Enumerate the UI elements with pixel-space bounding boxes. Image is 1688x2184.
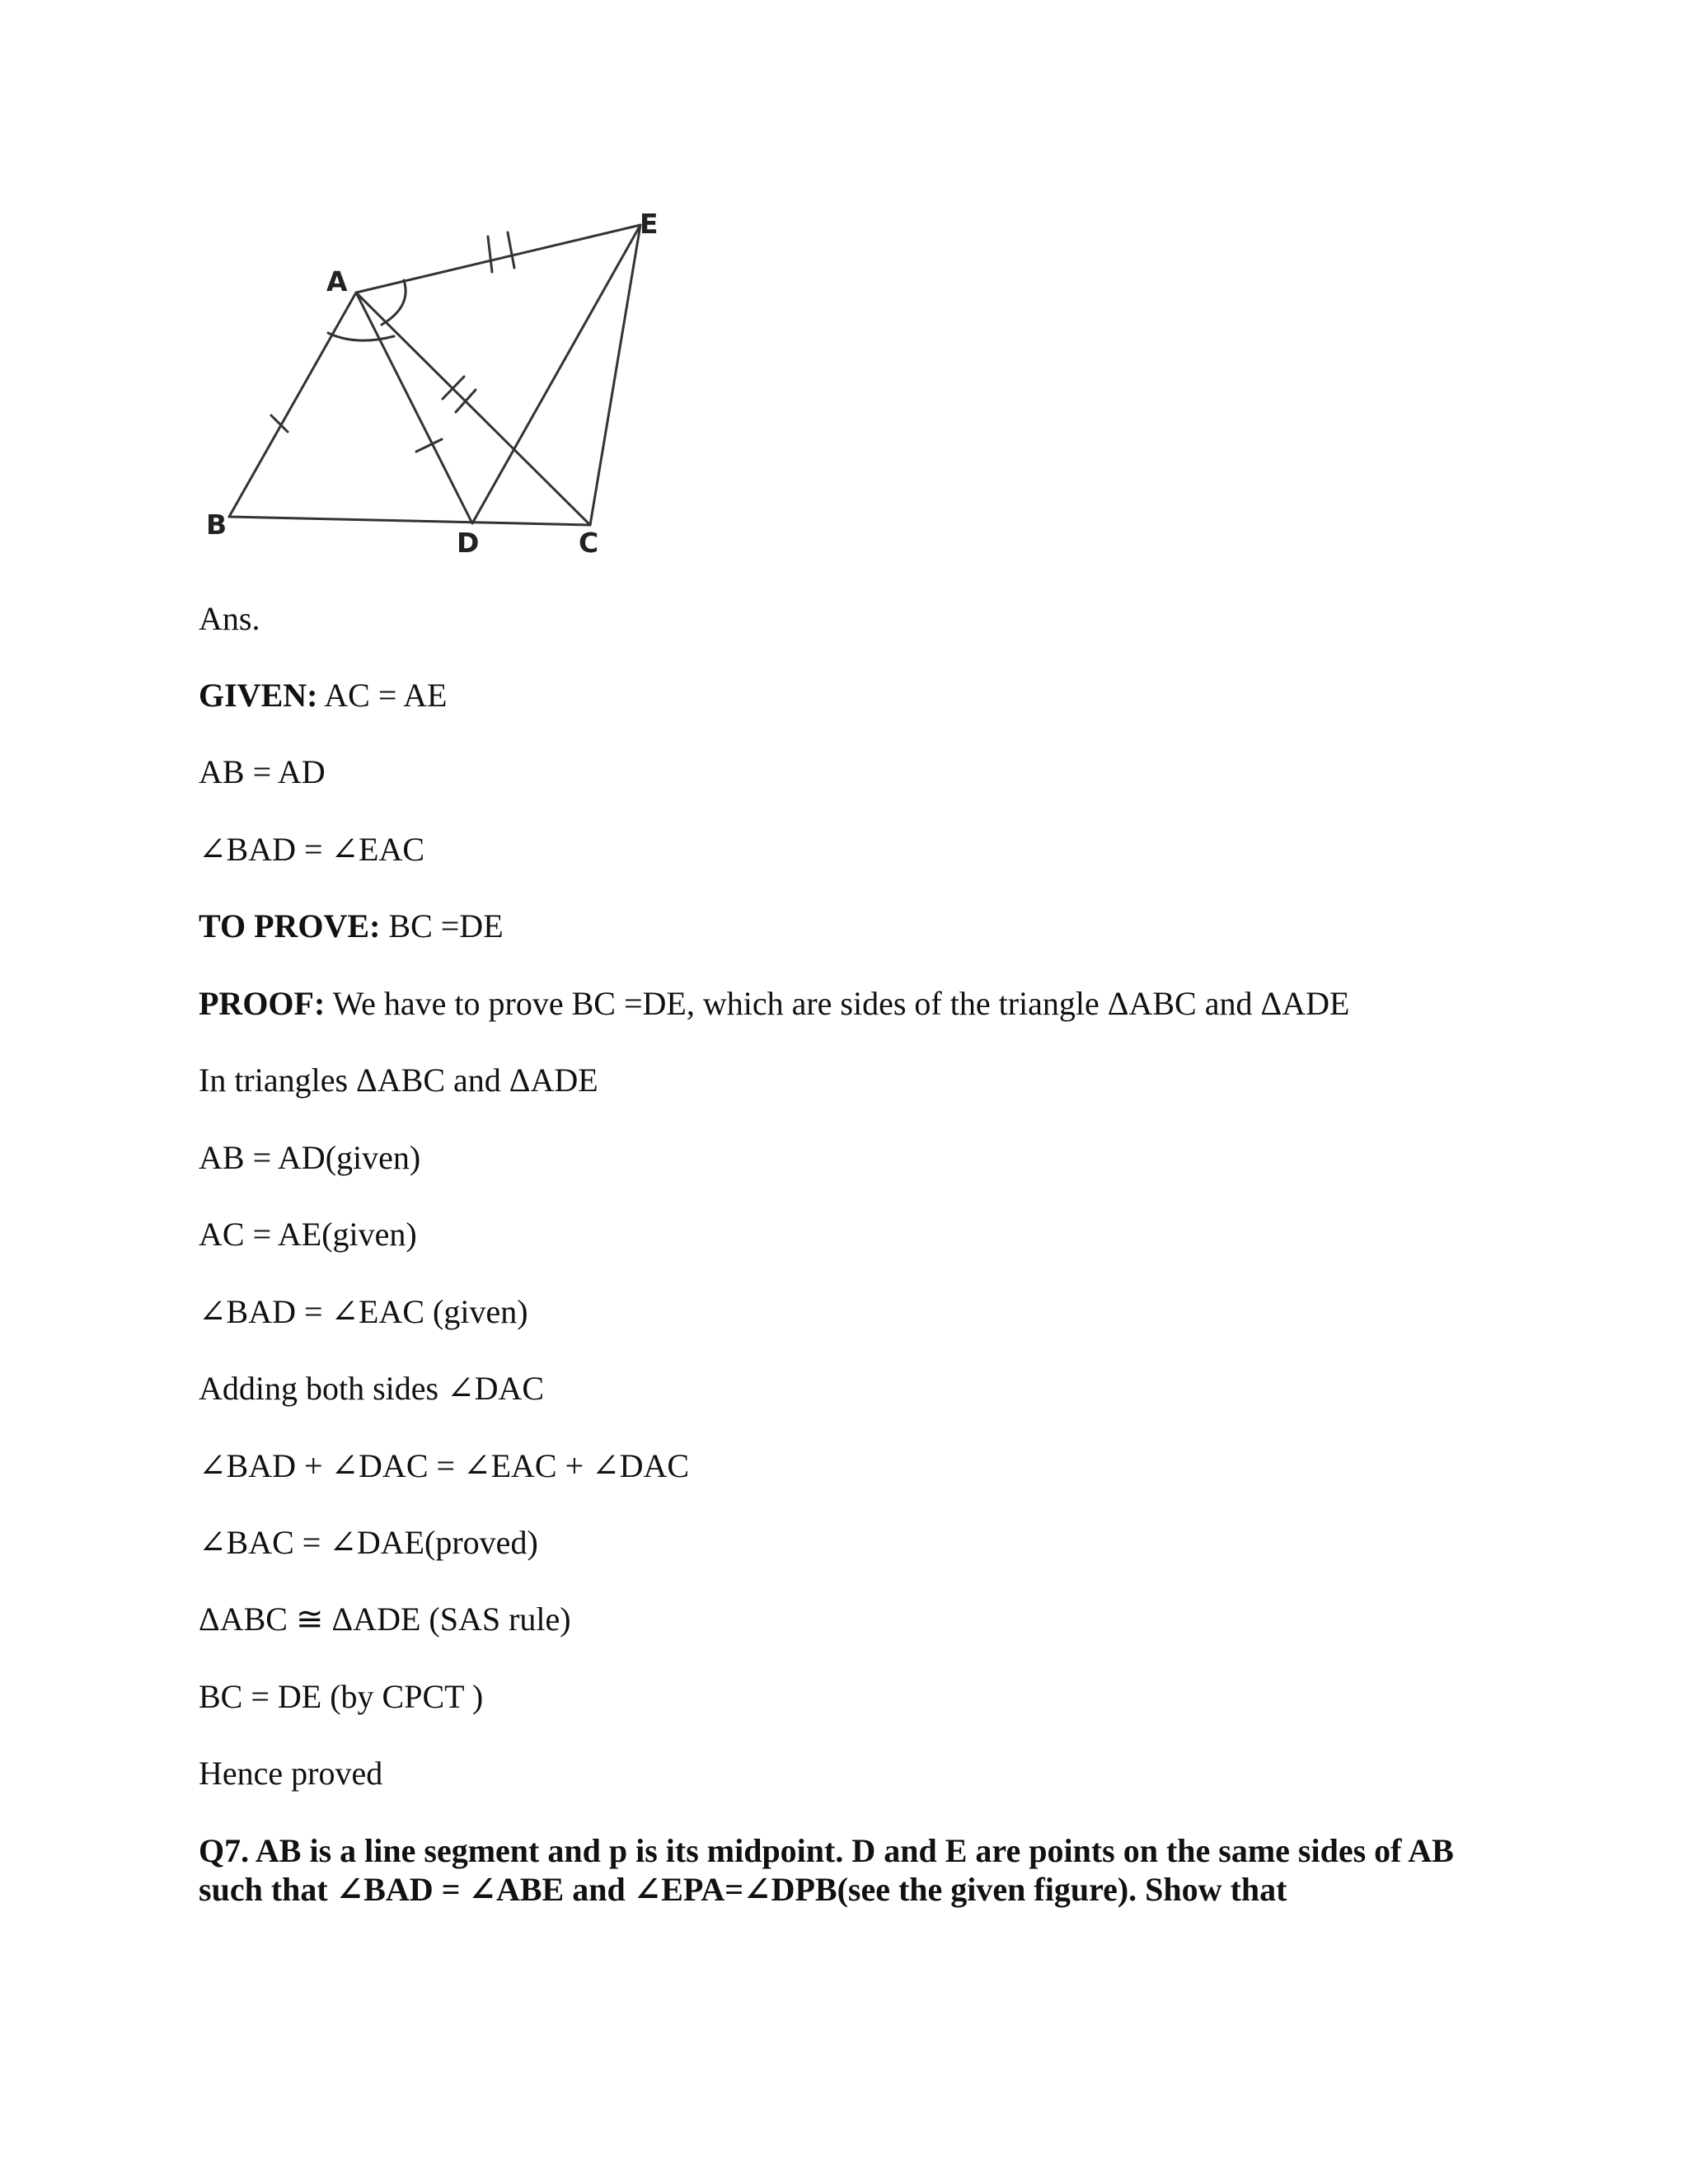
to-prove-line: [199, 907, 504, 945]
to-prove-label: TO PROVE:: [199, 907, 381, 944]
given-line-3: ∠BAD = ∠EAC: [199, 831, 425, 868]
angle-arc-bad: [328, 333, 394, 340]
to-prove-text: BC =DE: [380, 907, 504, 944]
segment-ac: [356, 293, 590, 525]
proof-label: PROOF:: [199, 985, 326, 1022]
given-line: [199, 677, 447, 715]
point-label-d: D: [457, 527, 480, 559]
proof-step: ∠BAD + ∠DAC = ∠EAC + ∠DAC: [199, 1447, 690, 1484]
proof-step: ΔABC ≅ ΔADE (SAS rule): [199, 1601, 571, 1638]
point-label-e: E: [640, 208, 659, 240]
proof-step: AB = AD(given): [199, 1139, 421, 1176]
proof-step: ∠BAC = ∠DAE(proved): [199, 1524, 538, 1561]
proof-text: We have to prove BC =DE, which are sides of the triangle ΔABC and ΔADE: [325, 985, 1350, 1022]
point-label-c: C: [579, 527, 599, 559]
tick-ae-2: [508, 232, 514, 268]
point-label-a: A: [326, 265, 348, 298]
proof-step: ∠BAD = ∠EAC (given): [199, 1293, 528, 1330]
segment-ab: [229, 293, 356, 517]
point-label-b: B: [206, 509, 227, 541]
question-7: [199, 1831, 1517, 1909]
geometry-figure: [0, 0, 1688, 577]
given-line-2: AB = AD: [199, 753, 326, 790]
segment-bc: [229, 517, 590, 525]
segment-ae: [356, 225, 640, 293]
proof-step: AC = AE(given): [199, 1216, 417, 1253]
conclusion: Hence proved: [199, 1755, 383, 1792]
proof-step: In triangles ΔABC and ΔADE: [199, 1062, 598, 1099]
tick-ad: [416, 439, 442, 452]
proof-step: BC = DE (by CPCT ): [199, 1678, 484, 1715]
given-text: AC = AE: [317, 677, 448, 714]
question-7-line-2: such that ∠BAD = ∠ABE and ∠EPA=∠DPB(see the given figure). Show that: [199, 1871, 1287, 1908]
proof-step: Adding both sides ∠DAC: [199, 1370, 545, 1407]
given-label: GIVEN:: [199, 677, 318, 714]
segment-ad: [356, 293, 472, 523]
question-7-line-1: Q7. AB is a line segment and p is its midpoint. D and E are points on the same sides of AB: [199, 1832, 1454, 1869]
ans-label: Ans.: [199, 600, 260, 637]
proof-line: [199, 985, 1349, 1023]
tick-ae-1: [488, 237, 492, 272]
